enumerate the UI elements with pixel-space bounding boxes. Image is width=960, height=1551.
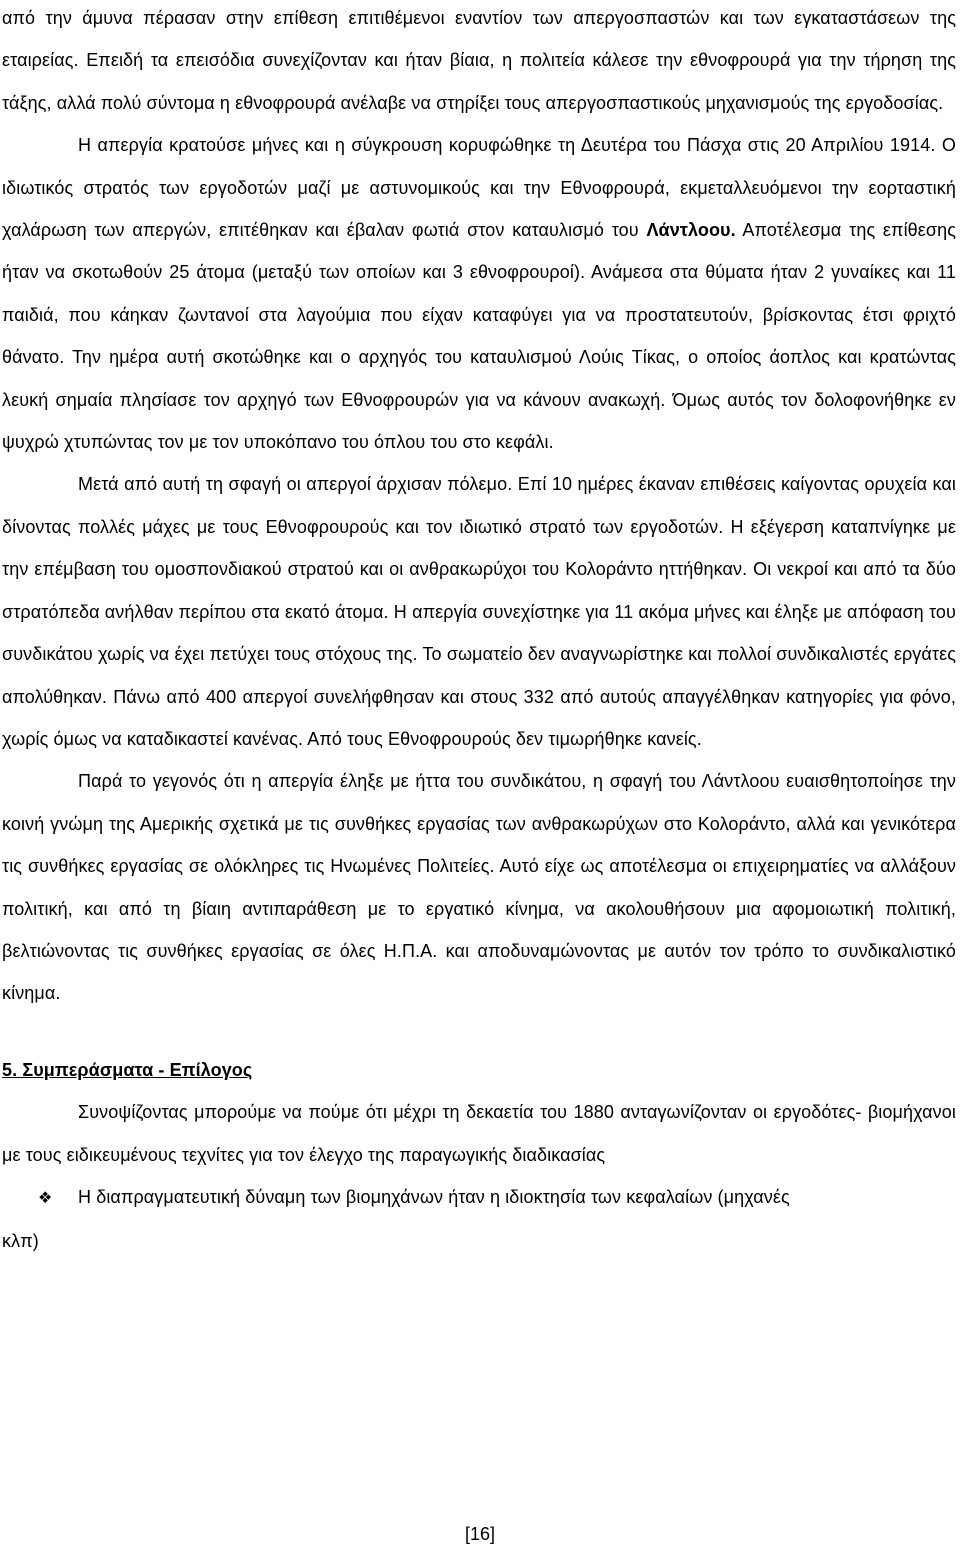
- paragraph-aftermath: Μετά από αυτή τη σφαγή οι απεργοί άρχισαν πόλεμο. Επί 10 ημέρες έκαναν επιθέσεις καίγοντας ορυχεία και δίνοντας πολλές μάχες με τους Εθνοφρουρούς και τον ιδιωτικό στρατό των εργοδοτών. Η εξέγερση καταπνίγηκε με την επέμβαση του ομοσπονδιακού στρατού και οι ανθρακωρύχοι του Κολοράντο ηττήθηκαν. Οι νεκροί και από τα δύο στρατόπεδα ανήλθαν περίπου στα εκατό άτομα. Η απεργία συνεχίστηκε για 11 ακόμα μήνες και έληξε με απόφαση του συνδικάτου χωρίς να έχει πετύχει τους στόχους της. Το σωματείο δεν αναγνωρίστηκε και πολλοί συνδικαλιστές εργάτες απολύθηκαν. Πάνω από 400 απεργοί συνελήφθησαν και στους 332 από αυτούς απαγγέλθηκαν κατηγορίες για φόνο, χωρίς όμως να καταδικαστεί κανένας. Από τους Εθνοφρουρούς δεν τιμωρήθηκε κανείς.: [2, 474, 956, 749]
- section-heading: 5. Συμπεράσματα - Επίλογος: [2, 1059, 253, 1080]
- bullet-text: Η διαπραγματευτική δύναμη των βιομηχάνων ήταν η ιδιοκτησία των κεφαλαίων (μηχανές: [78, 1186, 790, 1207]
- diamond-bullet-icon: ❖: [38, 1189, 53, 1207]
- paragraph-text: Η απεργία κρατούσε μήνες και η σύγκρουση κορυφώθηκε τη Δευτέρα του Πάσχα στις 20 Απριλίου 1914. Ο ιδιωτικός στρατός των εργοδοτών μαζί με αστυνομικούς και την Εθνοφρουρά, εκμεταλλευόμενοι την εορταστική χαλάρωση των απεργών, επιτέθηκαν και έβαλαν φωτιά στον καταυλισμό του: [2, 135, 956, 241]
- bullet-item: [2, 1176, 956, 1220]
- paragraph-ludlow-strike: [2, 124, 956, 463]
- page-number: [16]: [464, 1524, 496, 1544]
- bullet-continuation: κλπ): [2, 1231, 39, 1252]
- body-text: [2, 0, 956, 1263]
- bold-place-name: Λάντλοου.: [646, 220, 736, 241]
- paragraph-text: Αποτέλεσμα της επίθεσης ήταν να σκοτωθούν 25 άτομα (μεταξύ των οποίων και 3 εθνοφρουροί). Ανάμεσα στα θύματα ήταν 2 γυναίκες και 11 παιδιά, που κάηκαν ζωντανοί στα λαγούμια που είχαν καταφύγει για να προστατευτούν, βρίσκοντας έτσι φριχτό θάνατο. Την ημέρα αυτή σκοτώθηκε και ο αρχηγός του καταυλισμού Λούις Τίκας, ο οποίος άοπλος και κρατώντας λευκή σημαία πλησίασε τον αρχηγό των Εθνοφρουρών για να κάνουν ανακωχή. Όμως αυτός τον δολοφονήθηκε εν ψυχρώ χτυπώντας τον με τον υποκόπανο του όπλου του στο κεφάλι.: [2, 220, 957, 453]
- paragraph-continuation: από την άμυνα πέρασαν στην επίθεση επιτιθέμενοι εναντίον των απεργοσπαστών και των εγκαταστάσεων της εταιρείας. Επειδή τα επεισόδια συνεχίζονταν και ήταν βίαια, η πολιτεία κάλεσε την εθνοφρουρά για την τήρηση της τάξης, αλλά πολύ σύντομα η εθνοφρουρά ανέλαβε να στηρίξει τους απεργοσπαστικούς μηχανισμούς της εργοδοσίας.: [2, 8, 956, 113]
- section-intro-paragraph: Συνοψίζοντας μπορούμε να πούμε ότι μέχρι τη δεκαετία του 1880 ανταγωνίζονταν οι εργοδότες- βιομήχανοι με τους ειδικευμένους τεχνίτες για τον έλεγχο της παραγωγικής διαδικασίας: [2, 1102, 956, 1165]
- paragraph-public-opinion: Παρά το γεγονός ότι η απεργία έληξε με ήττα του συνδικάτου, η σφαγή του Λάντλοου ευαισθητοποίησε την κοινή γνώμη της Αμερικής σχετικά με τις συνθήκες εργασίας των ανθρακωρύχων στο Κολοράντο, αλλά και γενικότερα τις συνθήκες εργασίας σε ολόκληρες τις Ηνωμένες Πολιτείες. Αυτό είχε ως αποτέλεσμα οι επιχειρηματίες να αλλάξουν πολιτική, και από τη βίαιη αντιπαράθεση με το εργατικό κίνημα, να ακολουθήσουν μια αφομοιωτική πολιτική, βελτιώνοντας τις συνθήκες εργασίας σε όλες Η.Π.Α. και αποδυναμώνοντας με αυτόν τον τρόπο το συνδικαλιστικό κίνημα.: [2, 771, 956, 1004]
